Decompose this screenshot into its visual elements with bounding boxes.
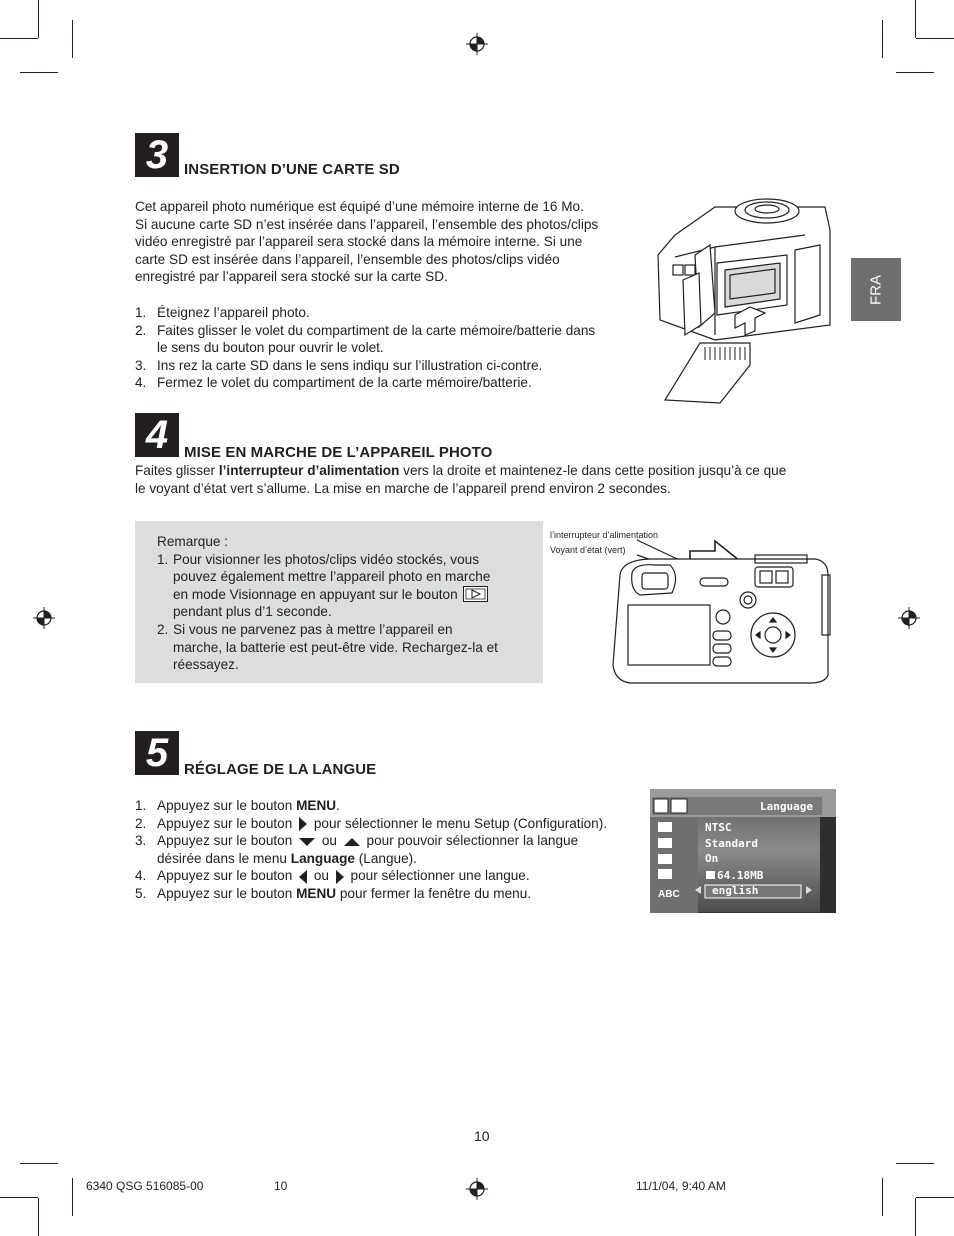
svg-text:ABC: ABC	[658, 889, 680, 900]
footer-page-number: 10	[274, 1179, 288, 1193]
note-text: Si vous ne parvenez pas à mettre l’appareil en	[173, 621, 453, 637]
text: Faites glisser	[135, 463, 219, 478]
crop-mark	[20, 72, 58, 73]
step-text: pour sélectionner une langue.	[350, 868, 530, 884]
body-line	[135, 462, 855, 480]
section-number-badge: 4	[135, 413, 179, 457]
note-box	[135, 521, 543, 683]
lcd-selected-language: english	[712, 884, 759, 897]
arrow-up-icon	[344, 838, 360, 846]
list-item	[135, 374, 655, 392]
intro-line: vidéo enregistré par l’appareil sera stocké dans la mémoire interne. Si une	[135, 234, 583, 250]
section-title: INSERTION D’UNE CARTE SD	[184, 161, 400, 178]
list-item	[135, 885, 645, 903]
steps-list	[135, 797, 645, 903]
crop-mark	[915, 0, 916, 38]
lcd-header: Language	[760, 800, 813, 813]
step-text: le sens du bouton pour ouvrir le volet.	[157, 340, 384, 356]
registration-mark-icon	[898, 607, 920, 629]
menu-name: Language	[290, 850, 355, 866]
step-text: pour fermer la fenêtre du menu.	[336, 885, 532, 901]
crop-mark	[916, 1197, 954, 1198]
power-switch-label: l’interrupteur d’alimentation	[550, 530, 659, 540]
section-number-badge: 5	[135, 731, 179, 775]
section-title: RÉGLAGE DE LA LANGUE	[184, 761, 377, 778]
crop-mark	[882, 20, 883, 58]
step-text: Appuyez sur le bouton	[157, 798, 297, 813]
menu-button-name: MENU	[296, 885, 337, 901]
arrow-right-icon	[336, 870, 344, 884]
footer-document-id: 6340 QSG 516085-00	[86, 1179, 204, 1193]
step-text: Éteignez l’appareil photo.	[157, 305, 310, 320]
crop-mark	[0, 38, 38, 39]
step-text: Ins rez la carte SD dans le sens indiqu sur l’illustration ci-contre.	[157, 357, 543, 373]
crop-mark	[0, 1197, 38, 1198]
step-text: pour pouvoir sélectionner la langue	[366, 833, 579, 849]
step-number: 5.	[135, 885, 147, 901]
list-item	[135, 797, 645, 815]
step-number: 4.	[135, 375, 147, 391]
arrow-left-icon	[299, 870, 307, 884]
step-number: 4.	[135, 868, 147, 884]
step-text: Appuyez sur le bouton	[157, 885, 297, 901]
sd-card-insertion-illustration	[655, 195, 835, 410]
section-number-badge: 3	[135, 133, 179, 177]
list-item	[135, 815, 645, 833]
lcd-language-menu	[650, 789, 836, 913]
lcd-row: 64.18MB	[717, 869, 764, 882]
note-item	[157, 621, 529, 674]
step-text: Appuyez sur le bouton	[157, 833, 297, 849]
note-text: en mode Visionnage en appuyant sur le bouton	[173, 586, 458, 602]
lcd-row: Standard	[705, 837, 758, 850]
crop-mark	[72, 1178, 73, 1216]
list-item	[135, 304, 655, 322]
step-text: (Langue).	[354, 850, 417, 866]
playback-button-icon	[463, 586, 488, 602]
step-text: Fermez le volet du compartiment de la carte mémoire/batterie.	[157, 375, 532, 391]
page-number: 10	[474, 1128, 490, 1144]
list-item	[135, 357, 655, 375]
step-text: .	[336, 798, 340, 813]
crop-mark	[896, 72, 934, 73]
status-led-label: Voyant d’état (vert)	[550, 545, 626, 555]
section-body	[135, 462, 855, 497]
step-number: 1.	[135, 798, 147, 813]
menu-button-name: MENU	[296, 798, 337, 813]
list-item	[135, 832, 645, 867]
note-heading: Remarque :	[157, 534, 229, 549]
footer-timestamp: 11/1/04, 9:40 AM	[636, 1179, 726, 1193]
step-text: pour sélectionner le menu Setup (Configuration).	[313, 815, 608, 831]
step-text: Faites glisser le volet du compartiment de la carte mémoire/batterie dans	[157, 322, 596, 338]
note-item-number: 1.	[157, 551, 169, 567]
step-text: ou	[313, 868, 333, 884]
crop-mark	[38, 0, 39, 38]
note-text: Pour visionner les photos/clips vidéo stockés, vous	[173, 551, 480, 567]
note-text: pendant plus d’1 seconde.	[173, 604, 332, 620]
note-text: pouvez également mettre l’appareil photo en marche	[173, 569, 491, 585]
bold-text: l’interrupteur d’alimentation	[218, 463, 400, 478]
arrow-down-icon	[299, 838, 315, 846]
note-item-number: 2.	[157, 621, 169, 637]
lcd-row: NTSC	[705, 821, 732, 834]
crop-mark	[896, 1163, 934, 1164]
note-item	[157, 551, 529, 621]
crop-mark	[20, 1163, 58, 1164]
section-title: MISE EN MARCHE DE L’APPAREIL PHOTO	[184, 444, 493, 461]
step-number: 2.	[135, 322, 147, 338]
lcd-row: On	[705, 852, 719, 865]
step-text: Appuyez sur le bouton	[157, 815, 297, 831]
intro-line: Si aucune carte SD n’est insérée dans l’appareil, l’ensemble des photos/clips	[135, 216, 599, 232]
section-intro	[135, 198, 655, 286]
crop-mark	[882, 1178, 883, 1216]
crop-mark	[38, 1198, 39, 1236]
step-number: 2.	[135, 815, 147, 831]
intro-line: Cet appareil photo numérique est équipé d’une mémoire interne de 16 Mo.	[135, 199, 584, 214]
step-number: 3.	[135, 357, 147, 373]
step-text: Appuyez sur le bouton	[157, 868, 297, 884]
step-number: 1.	[135, 305, 147, 320]
intro-line: carte SD est insérée dans l’appareil, l’ensemble des photos/clips vidéo	[135, 251, 560, 267]
arrow-right-icon	[299, 817, 307, 831]
crop-mark	[72, 20, 73, 58]
registration-mark-icon	[33, 607, 55, 629]
steps-list	[135, 304, 655, 392]
language-tab	[851, 258, 901, 321]
registration-mark-icon	[466, 1178, 488, 1200]
step-text: ou	[321, 833, 341, 849]
language-tab-label: FRA	[867, 274, 885, 305]
step-number: 3.	[135, 833, 147, 849]
camera-back-illustration	[610, 535, 835, 685]
text: vers la droite et maintenez-le dans cette position jusqu’à ce que	[399, 463, 787, 478]
step-text: désirée dans le menu	[157, 850, 291, 866]
note-text: réessayez.	[173, 657, 239, 673]
registration-mark-icon	[466, 33, 488, 55]
list-item	[135, 322, 655, 357]
crop-mark	[915, 1198, 916, 1236]
crop-mark	[916, 38, 954, 39]
body-line: le voyant d’état vert s’allume. La mise en marche de l’appareil prend environ 2 secondes.	[135, 480, 671, 496]
note-text: marche, la batterie est peut-être vide. Rechargez-la et	[173, 639, 498, 655]
list-item	[135, 867, 645, 885]
intro-line: enregistré par l’appareil sera stocké sur la carte SD.	[135, 269, 448, 285]
